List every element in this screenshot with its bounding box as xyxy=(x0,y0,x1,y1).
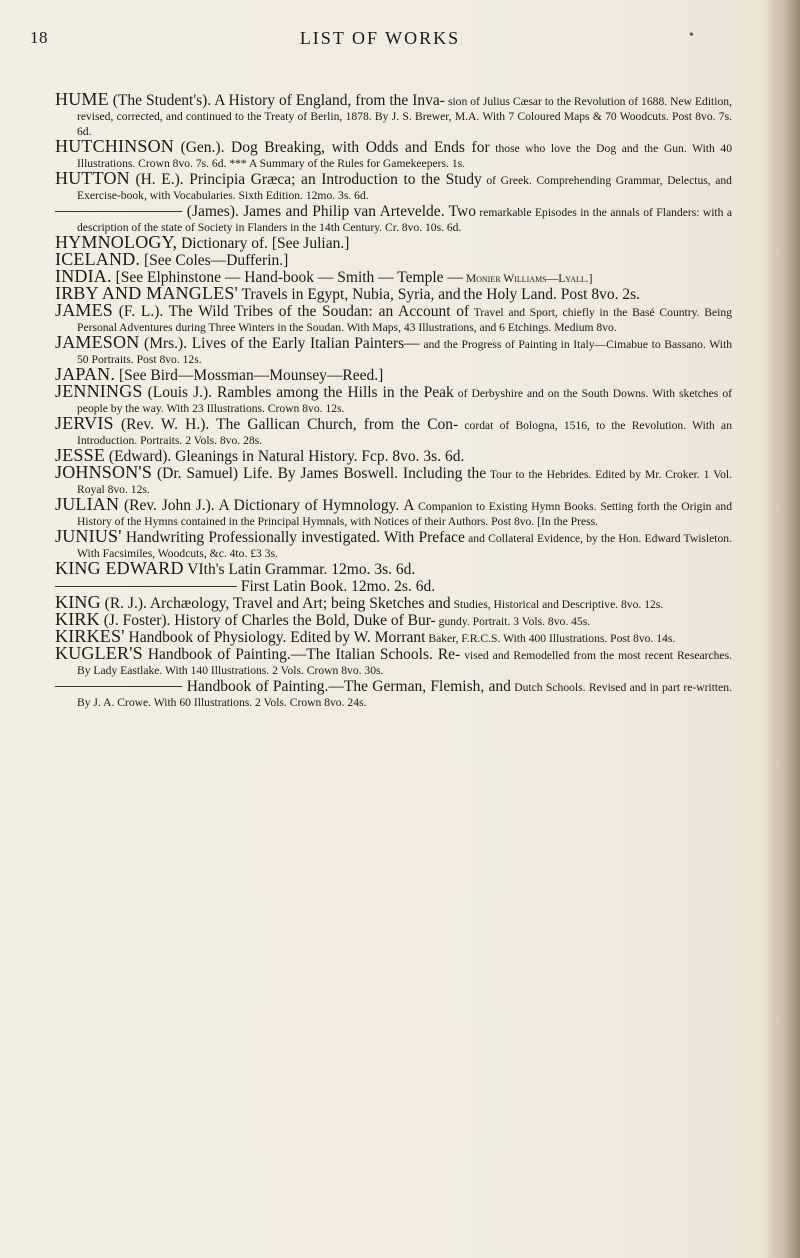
entry-japan: JAPAN. [See Bird—Mossman—Mounsey—Reed.] xyxy=(55,364,384,384)
entry-irby-mangles: IRBY AND MANGLES' Travels in Egypt, Nubia, Syria, and the Holy Land. Post 8vo. 2s. xyxy=(55,283,641,303)
entry-jesse: JESSE (Edward). Gleanings in Natural History. Fcp. 8vo. 3s. 6d. xyxy=(55,445,465,465)
entry-jennings: JENNINGS (Louis J.). Rambles among the Hills in the Peak of Derbyshire and on the South Downs. With sketches of people by the way. With 23 Illustrations. Crown 8vo. 12s. xyxy=(55,381,732,415)
entry-jervis: JERVIS (Rev. W. H.). The Gallican Church, from the Con- cordat of Bologna, 1516, to the Revolution. With an Introduction. Portraits. 2 Vols. 8vo. 28s. xyxy=(55,413,732,447)
entry-kirkes: KIRKES' Handbook of Physiology. Edited by W. Morrant Baker, F.R.C.S. With 400 Illustrations. Post 8vo. 14s. xyxy=(55,626,676,646)
entry-king-edward: KING EDWARD VIth's Latin Grammar. 12mo. 3s. 6d. xyxy=(55,558,416,578)
stray-mark: • xyxy=(689,28,694,43)
entry-hymnology: HYMNOLOGY, Dictionary of. [See Julian.] xyxy=(55,232,350,252)
running-title: LIST OF WORKS xyxy=(299,28,461,48)
page-number: 18 xyxy=(30,28,48,47)
entry-johnson: JOHNSON'S (Dr. Samuel) Life. By James Boswell. Including the Tour to the Hebrides. Edited by Mr. Croker. 1 Vol. Royal 8vo. 12s. xyxy=(55,462,732,496)
entry-hutchinson: HUTCHINSON (Gen.). Dog Breaking, with Odds and Ends for those who love the Dog and the Gun. With 40 Illustrations. Crown 8vo. 7s. 6d. *** A Summary of the Rules for Gamekeepers. 1s. xyxy=(55,136,732,170)
entry-hutton-james: ——————— (James). James and Philip van Artevelde. Two remarkable Episodes in the annals of Flanders: with a description of the state of Society in Flanders in the 14th Century. Cr. 8vo. 10s. 6d. xyxy=(55,200,732,234)
entry-julian: JULIAN (Rev. John J.). A Dictionary of Hymnology. A Companion to Existing Hymn Books. Setting forth the Origin and History of the Hymns contained in the Principal Hymnals, with Notices of their Authors. Post 8vo. [In the Press. xyxy=(55,494,732,528)
entry-kirk: KIRK (J. Foster). History of Charles the Bold, Duke of Bur- gundy. Portrait. 3 Vols. 8vo. 45s. xyxy=(55,609,591,629)
entry-kugler-italian: KUGLER'S Handbook of Painting.—The Italian Schools. Re- vised and Remodelled from the most recent Researches. By Lady Eastlake. With 140 Illustrations. 2 Vols. Crown 8vo. 30s. xyxy=(55,643,732,677)
entry-junius: JUNIUS' Handwriting Professionally investigated. With Preface and Collateral Evidence, by the Hon. Edward Twisleton. With Facsimiles, Woodcuts, &c. 4to. £3 3s. xyxy=(55,526,733,560)
entry-hume: HUME (The Student's). A History of England, from the Inva- sion of Julius Cæsar to the Revolution of 1688. New Edition, revised, corrected, and continued to the Treaty of Berlin, 1878. By J. S. Brewer, M.A. With 7 Coloured Maps & 70 Woodcuts. Post 8vo. 7s. 6d. xyxy=(55,89,732,138)
page-header xyxy=(30,28,730,68)
entry-james: JAMES (F. L.). The Wild Tribes of the Soudan: an Account of Travel and Sport, chiefly in the Basé Country. Being Personal Adventures during Three Winters in the Soudan. With Maps, 43 Illustrations, and 6 Etchings. Medium 8vo. xyxy=(55,300,732,334)
entry-jameson: JAMESON (Mrs.). Lives of the Early Italian Painters— and the Progress of Painting in Italy—Cimabue to Bassano. With 50 Portraits. Post 8vo. 12s. xyxy=(55,332,732,366)
entry-king-edward-first-latin: —————————— First Latin Book. 12mo. 2s. 6d. xyxy=(55,575,436,595)
spine-shadow xyxy=(762,0,800,1258)
entry-iceland: ICELAND. [See Coles—Dufferin.] xyxy=(55,249,289,269)
entry-kugler-german: ——————— Handbook of Painting.—The German, Flemish, and Dutch Schools. Revised and in part re-written. By J. A. Crowe. With 60 Illustrations. 2 Vols. Crown 8vo. 24s. xyxy=(55,675,732,709)
entry-list xyxy=(55,89,733,710)
entry-hutton: HUTTON (H. E.). Principia Græca; an Introduction to the Study of Greek. Comprehending Grammar, Delectus, and Exercise-book, with Vocabularies. Sixth Edition. 12mo. 3s. 6d. xyxy=(55,168,732,202)
entry-king-rj: KING (R. J.). Archæology, Travel and Art; being Sketches and Studies, Historical and Descriptive. 8vo. 12s. xyxy=(55,592,664,612)
entry-india: INDIA. [See Elphinstone — Hand-book — Smith — Temple — Monier Williams—Lyall.] xyxy=(55,266,593,286)
